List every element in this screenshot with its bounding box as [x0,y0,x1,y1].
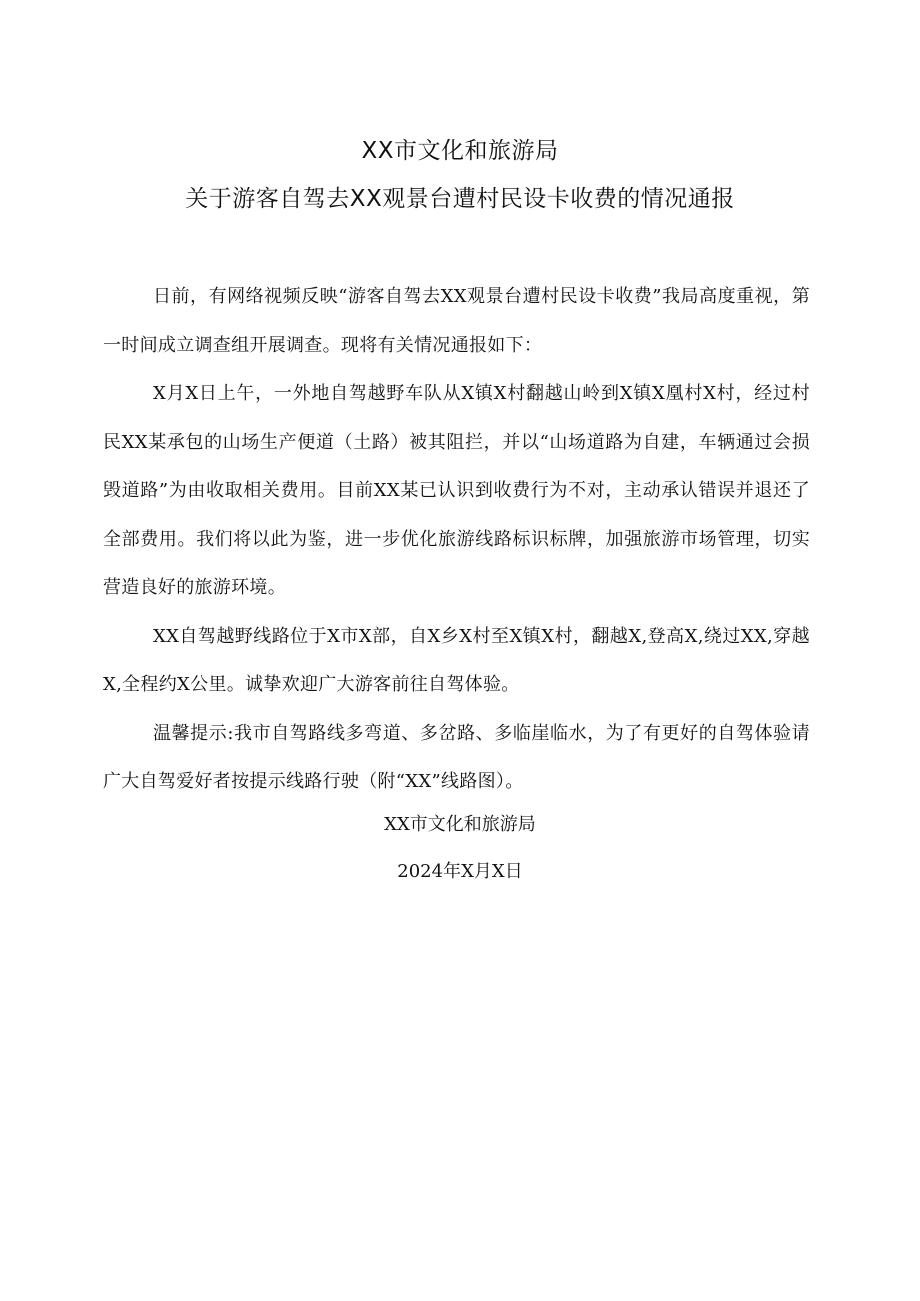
document-title-line1: XX市文化和旅游局 [361,138,559,164]
paragraph-intro: 日前，有网络视频反映“游客自驾去XX观景台遭村民设卡收费”我局高度重视，第一时间成立调查组开展调查。现将有关情况通报如下： [103,286,810,356]
paragraph-route: XX自驾越野线路位于X市X部，自X乡X村至X镇X村，翻越X,登高X,绕过XX,穿越X,全程约X公里。诚挚欢迎广大游客前往自驾体验。 [103,625,810,695]
paragraph-tip: 温馨提示:我市自驾路线多弯道、多岔路、多临崖临水，为了有更好的自驾体验请广大自驾爱好者按提示线路行驶（附“XX”线路图）。 [103,722,810,792]
signature-date: 2024年X月X日 [397,861,523,882]
document-body [103,273,810,807]
signature-organization: XX市文化和旅游局 [384,814,536,835]
document-title-line2: 关于游客自驾去XX观景台遭村民设卡收费的情况通报 [185,186,735,212]
paragraph-details: X月X日上午，一外地自驾越野车队从X镇X村翻越山岭到X镇X凰村X村，经过村民XX某承包的山场生产便道（土路）被其阻拦，并以“山场道路为自建，车辆通过会损毁道路”为由收取相关费用。目前XX某已认识到收费行为不对，主动承认错误并退还了全部费用。我们将以此为鉴，进一步优化旅游线路标识标牌，加强旅游市场管理，切实营造良好的旅游环境。 [103,383,810,598]
